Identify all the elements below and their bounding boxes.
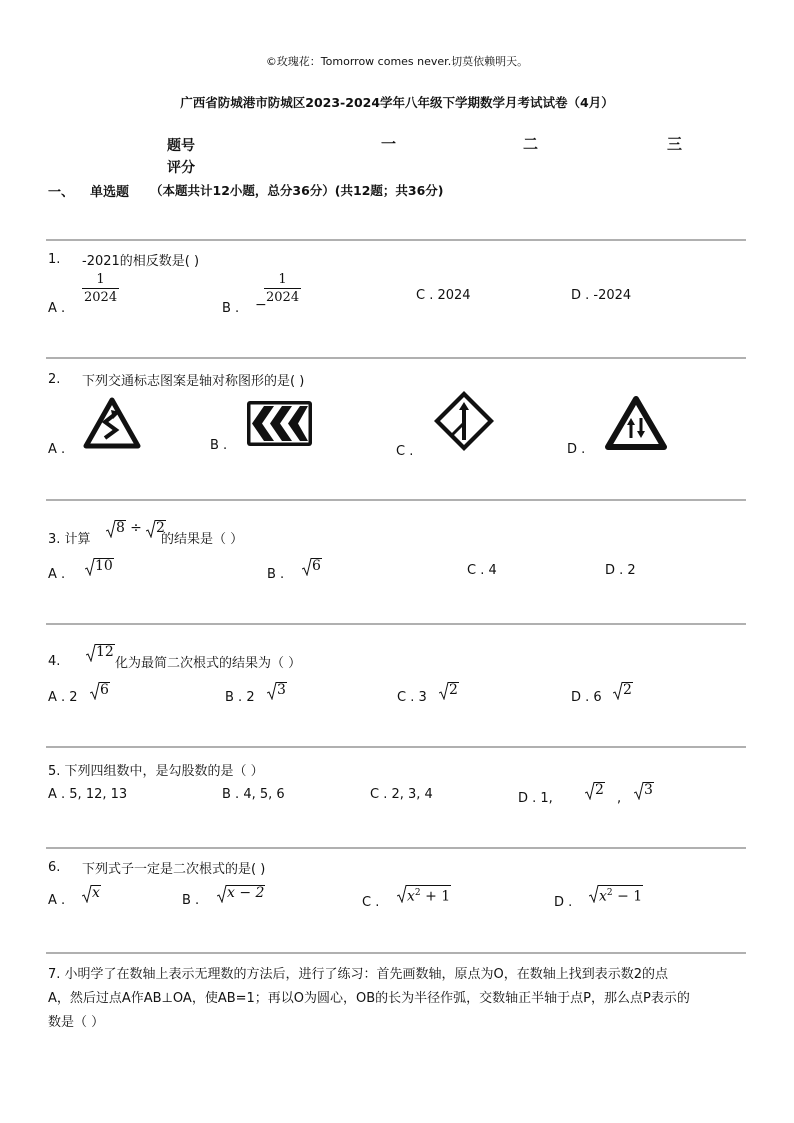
question-stem-prefix: 3. 计算 xyxy=(48,532,91,547)
radicand: 12 xyxy=(96,644,114,660)
radicand: x xyxy=(92,885,100,901)
option-b-label: B . 2 xyxy=(225,690,255,705)
score-row-label: 题号 xyxy=(167,138,195,154)
option-c-label: C . xyxy=(396,444,414,459)
question-stem-suffix: 化为最简二次根式的结果为（ ） xyxy=(115,656,302,671)
option-d-label: D . xyxy=(554,895,573,910)
divider xyxy=(46,746,746,748)
divider xyxy=(46,499,746,501)
question-number: 1. xyxy=(48,252,61,267)
option-c-radical xyxy=(439,682,459,698)
option-d-label: D . 1, xyxy=(518,791,553,806)
option-d-label: D . xyxy=(567,442,586,457)
fraction-denominator: 2024 xyxy=(84,290,118,305)
option-c: C . 4 xyxy=(467,563,497,578)
divider xyxy=(46,952,746,954)
radical xyxy=(439,682,459,698)
merge-lane-sign-icon xyxy=(433,390,495,452)
radical xyxy=(613,682,633,698)
option-b-radical xyxy=(267,682,287,698)
winding-road-sign-icon xyxy=(83,397,141,449)
two-way-traffic-sign-icon xyxy=(605,396,667,451)
fraction-numerator: 1 xyxy=(278,272,287,287)
radicand: 2 xyxy=(623,682,632,698)
question-radical xyxy=(86,644,115,660)
separator-comma: , xyxy=(617,791,622,806)
option-a-label: A . xyxy=(48,442,66,457)
option-d-radical-1 xyxy=(585,782,605,798)
option-a-radical xyxy=(90,682,110,698)
radicand-base: x xyxy=(599,888,607,905)
divider xyxy=(46,623,746,625)
option-c-label: C . 3 xyxy=(397,690,427,705)
radicand: 6 xyxy=(100,682,109,698)
divider xyxy=(46,357,746,359)
option-a-label: A . xyxy=(48,301,66,316)
fraction-numerator: 1 xyxy=(96,272,105,287)
divide-sign: ÷ xyxy=(130,520,142,536)
option-b-label: B . xyxy=(182,893,200,908)
question-number: 6. xyxy=(48,860,61,875)
radicand-tail: + 1 xyxy=(420,888,451,905)
exam-title: 广西省防城港市防城区2023-2024学年八年级下学期数学月考试试卷（4月） xyxy=(180,95,614,110)
score-row-label-2: 评分 xyxy=(167,160,195,176)
section-desc: （本题共计12小题，总分36分）(共12题；共36分) xyxy=(150,183,444,198)
option-a: A . 5, 12, 13 xyxy=(48,787,128,802)
watermark-header: ©玫瑰花：Tomorrow comes never.切莫依赖明天。 xyxy=(265,55,529,68)
option-a-fraction xyxy=(82,272,119,305)
option-a-radical xyxy=(82,885,101,901)
option-c-label: C . xyxy=(362,895,380,910)
radicand: 2 xyxy=(155,520,165,536)
option-b-label: B . xyxy=(210,438,228,453)
score-col-3: 三 xyxy=(667,135,683,153)
option-b-radical xyxy=(302,558,322,574)
divider xyxy=(46,239,746,241)
option-b-label: B . xyxy=(222,301,240,316)
radical xyxy=(86,644,115,660)
option-b-label: B . xyxy=(267,567,285,582)
question-line: 数是（ ） xyxy=(48,1015,105,1030)
option-c: C . 2024 xyxy=(416,288,471,303)
divider xyxy=(46,847,746,849)
option-a-label: A . 2 xyxy=(48,690,78,705)
question-stem: 5. 下列四组数中，是勾股数的是（ ） xyxy=(48,764,264,779)
section-name: 单选题 xyxy=(90,185,130,200)
minus-sign: − xyxy=(255,297,267,313)
question-number: 2. xyxy=(48,372,61,387)
radicand: 3 xyxy=(644,782,653,798)
radicand: 10 xyxy=(95,558,113,574)
radical xyxy=(85,558,114,574)
option-d: D . 2 xyxy=(605,563,636,578)
question-expression xyxy=(106,520,166,536)
radical xyxy=(90,682,110,698)
radical xyxy=(217,885,265,901)
option-a-label: A . xyxy=(48,567,66,582)
section-number: 一、 xyxy=(48,185,75,200)
radicand-exponent: 2 xyxy=(606,888,613,898)
option-a-radical xyxy=(85,558,114,574)
option-d: D . -2024 xyxy=(571,288,632,303)
radical xyxy=(397,885,451,905)
question-stem-suffix: 的结果是（ ） xyxy=(161,532,244,547)
question-line: A，然后过点A作AB⊥OA，使AB=1；再以O为圆心，OB的长为半径作弧，交数轴正半轴于点P，那么点P表示的 xyxy=(48,991,690,1006)
option-d-radical-2 xyxy=(634,782,654,798)
option-b-fraction xyxy=(264,272,301,305)
option-d-label: D . 6 xyxy=(571,690,602,705)
option-d-radical xyxy=(589,885,643,905)
radicand-exponent: 2 xyxy=(414,888,421,898)
radicand: 2 xyxy=(595,782,604,798)
score-col-1: 一 xyxy=(381,135,397,153)
score-col-2: 二 xyxy=(523,135,539,153)
radicand: x − 2 xyxy=(227,885,265,901)
question-stem: 下列式子一定是二次根式的是( ) xyxy=(82,862,266,877)
radical xyxy=(634,782,654,798)
chevron-sign-icon xyxy=(246,400,313,447)
radical xyxy=(589,885,643,905)
radical xyxy=(302,558,322,574)
option-b: B . 4, 5, 6 xyxy=(222,787,285,802)
option-c-radical xyxy=(397,885,451,905)
question-line: 7. 小明学了在数轴上表示无理数的方法后，进行了练习：首先画数轴，原点为O，在数轴上找到表示数2的点 xyxy=(48,967,669,982)
option-c: C . 2, 3, 4 xyxy=(370,787,433,802)
question-stem: 下列交通标志图案是轴对称图形的是( ) xyxy=(82,374,305,389)
radicand-tail: − 1 xyxy=(612,888,643,905)
option-d-radical xyxy=(613,682,633,698)
option-b-radical xyxy=(217,885,265,901)
radicand: 6 xyxy=(312,558,321,574)
radicand: 8 xyxy=(116,520,125,536)
question-number: 4. xyxy=(48,654,61,669)
radical xyxy=(106,520,126,536)
fraction-denominator: 2024 xyxy=(266,290,300,305)
radicand: 2 xyxy=(449,682,458,698)
radical xyxy=(585,782,605,798)
question-stem: -2021的相反数是( ) xyxy=(82,254,200,269)
option-a-label: A . xyxy=(48,893,66,908)
radical xyxy=(267,682,287,698)
radicand: 3 xyxy=(277,682,286,698)
radicand-base: x xyxy=(407,888,415,905)
radical xyxy=(82,885,101,901)
